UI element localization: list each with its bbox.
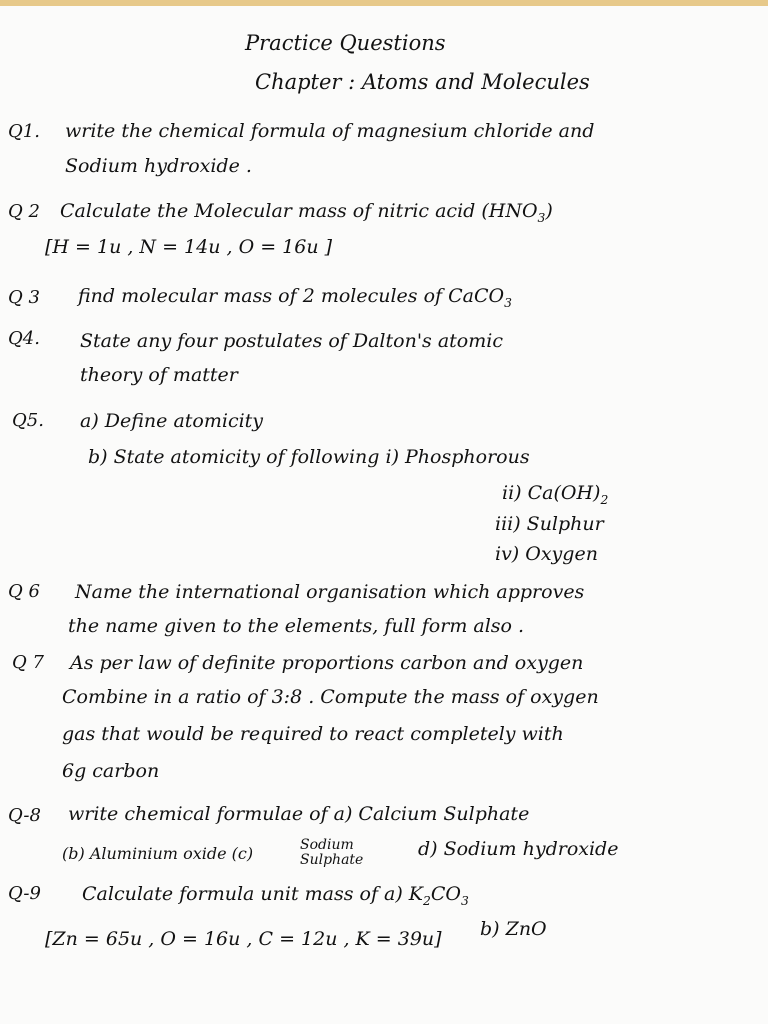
- question-number: Q-9: [8, 883, 41, 904]
- question-text: 6g carbon: [62, 760, 160, 782]
- list-item: iv) Oxygen: [495, 543, 598, 565]
- question-number: Q1.: [8, 121, 40, 142]
- question-text: Calculate formula unit mass of a) $K_2CO_3$: [82, 883, 469, 908]
- question-text: gas that would be required to react completely with: [62, 723, 564, 745]
- question-number: Q 6: [8, 581, 40, 602]
- question-text: theory of matter: [80, 364, 238, 386]
- list-item: ii) $Ca(OH)_2$: [502, 482, 609, 507]
- question-part-b: (b) Aluminium oxide (c): [62, 844, 254, 863]
- question-text: State any four postulates of Dalton's atomic: [80, 330, 503, 352]
- question-number: Q 2: [8, 201, 40, 222]
- question-number: Q 7: [12, 652, 44, 673]
- question-text: Sodium hydroxide .: [65, 155, 252, 177]
- question-number: Q5.: [12, 410, 44, 431]
- question-number: Q4.: [8, 328, 40, 349]
- question-number: Q-8: [8, 805, 41, 826]
- given-masses: [H = 1u , N = 14u , O = 16u ]: [45, 236, 333, 258]
- question-text: write the chemical formula of magnesium chloride and: [65, 120, 595, 142]
- question-text: As per law of definite proportions carbon and oxygen: [70, 652, 584, 674]
- question-text: Combine in a ratio of 3:8 . Compute the mass of oxygen: [62, 686, 599, 708]
- question-text: Name the international organisation which approves: [75, 581, 585, 603]
- given-masses: [Zn = 65u , O = 16u , C = 12u , K = 39u]: [45, 928, 442, 950]
- question-part-d: d) Sodium hydroxide: [418, 838, 619, 860]
- question-part-b: b) State atomicity of following i) Phosphorous: [88, 446, 530, 468]
- page-top-edge: [0, 0, 768, 6]
- page-title: Practice Questions: [245, 31, 446, 55]
- question-part-b: b) ZnO: [480, 918, 547, 940]
- list-item: iii) Sulphur: [495, 513, 604, 535]
- question-text: write chemical formulae of a) Calcium Sulphate: [68, 803, 530, 825]
- question-text: find molecular mass of 2 molecules of CaCO$_3$: [78, 285, 512, 310]
- question-number: Q 3: [8, 287, 40, 308]
- question-part-c: Sodium Sulphate: [300, 837, 364, 868]
- chapter-subtitle: Chapter : Atoms and Molecules: [255, 70, 590, 94]
- question-part-a: a) Define atomicity: [80, 410, 264, 432]
- question-text: Calculate the Molecular mass of nitric acid $(HNO_3)$: [60, 200, 553, 225]
- question-text: the name given to the elements, full form also .: [68, 615, 525, 637]
